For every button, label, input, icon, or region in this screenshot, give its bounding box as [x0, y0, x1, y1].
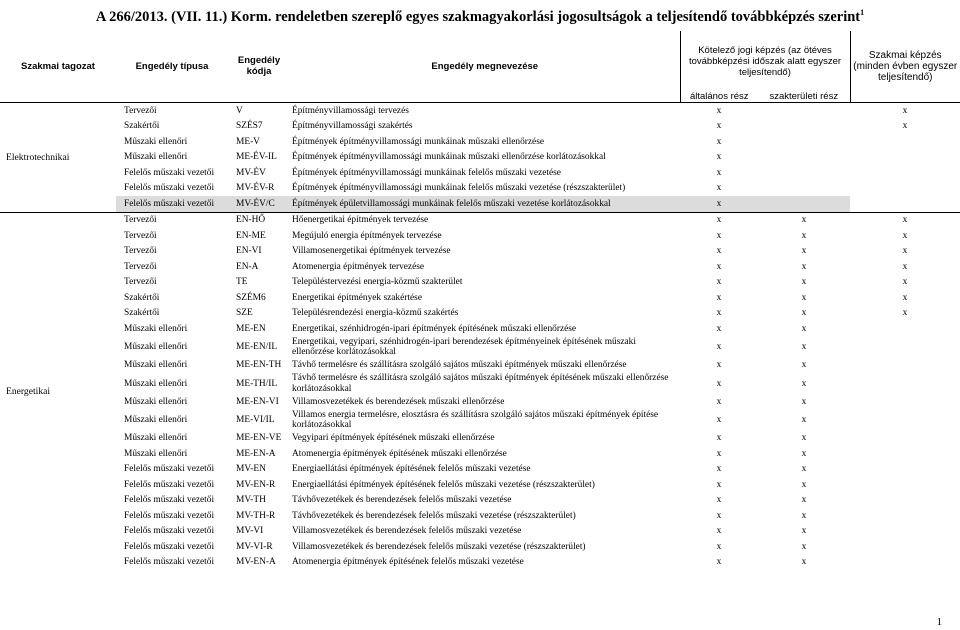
engedely-nev: Megújuló energia építmények tervezése: [292, 230, 442, 241]
engedely-tipus: Felelős műszaki vezetői: [124, 183, 215, 194]
mark-altalanos: x: [716, 495, 722, 506]
engedely-tipus: Felelős műszaki vezetői: [124, 557, 215, 568]
header-kotelezo: [680, 31, 850, 91]
engedely-tipus: Műszaki ellenőri: [124, 448, 188, 459]
mark-altalanos: x: [680, 196, 758, 212]
mark-szakteruleti: x: [801, 396, 807, 407]
engedely-nev: Távhővezetékek és berendezések felelős műszaki vezetése (részszakterület): [292, 510, 576, 521]
mark-altalanos: x: [716, 261, 722, 272]
mark-szakmai: [850, 410, 960, 431]
table-row: [0, 290, 960, 306]
mark-szakmai: [850, 150, 960, 166]
engedely-tipus: Felelős műszaki vezetői: [124, 510, 215, 521]
mark-szakteruleti: [758, 103, 850, 119]
table-row: [0, 394, 960, 410]
engedely-nev: Hőenergetikai építmények tervezése: [290, 212, 680, 228]
engedely-kod: MV-ÉV/C: [228, 196, 290, 212]
table-row: [0, 555, 960, 571]
mark-szakteruleti: x: [801, 433, 807, 444]
engedely-tipus: Felelős műszaki vezetői: [124, 495, 215, 506]
mark-szakmai: [850, 196, 960, 212]
mark-altalanos: x: [716, 105, 722, 116]
engedely-kod: ME-ÉV-IL: [236, 152, 277, 163]
engedely-kod: MV-EN-A: [236, 557, 276, 568]
engedely-tipus: Felelős műszaki vezetői: [124, 167, 215, 178]
title-footnote-mark: 1: [860, 8, 865, 17]
engedely-nev: Településtervezési energia-közmű szakterület: [292, 277, 463, 288]
table-row: [0, 244, 960, 260]
table-row: [0, 358, 960, 374]
mark-szakteruleti: x: [801, 464, 807, 475]
engedely-kod: ME-V: [236, 136, 260, 147]
engedely-kod: MV-ÉV: [236, 167, 266, 178]
qualification-table: [0, 31, 960, 570]
mark-altalanos: x: [716, 308, 722, 319]
engedely-tipus: Szakértői: [124, 292, 160, 303]
engedely-nev: Atomenergia építmények tervezése: [292, 261, 425, 272]
mark-szakteruleti: x: [801, 479, 807, 490]
table-row: [0, 165, 960, 181]
engedely-nev: Villamosvezetékek és berendezések műszaki ellenőrzése: [292, 396, 505, 407]
engedely-nev: Villamosvezetékek és berendezések felelős műszaki vezetése: [292, 526, 522, 537]
table-row: [0, 524, 960, 540]
table-body: [0, 103, 960, 571]
header-tagozat: Szakmai tagozat: [0, 31, 116, 103]
engedely-nev: Építmények épületvillamossági munkáinak felelős műszaki vezetése korlátozásokkal: [290, 196, 680, 212]
mark-szakmai: [850, 431, 960, 447]
engedely-kod: EN-VI: [236, 246, 262, 257]
mark-szakmai: x: [902, 292, 908, 303]
mark-altalanos: x: [716, 136, 722, 147]
table-row: [0, 306, 960, 322]
engedely-kod: EN-ME: [236, 230, 266, 241]
mark-szakmai: [850, 321, 960, 337]
engedely-tipus: Műszaki ellenőri: [124, 433, 188, 444]
table-row: [0, 228, 960, 244]
table-row: [0, 181, 960, 197]
table-row: [0, 259, 960, 275]
header-altalanos: általános rész: [680, 91, 758, 103]
engedely-nev: Építmények építményvillamossági munkáinak műszaki ellenőrzése korlátozásokkal: [292, 152, 606, 163]
engedely-nev: Villamos energia termelésre, elosztásra és szállításra szolgáló sajátos műszaki építmények építése korlátozásokkal: [292, 409, 659, 430]
engedely-kod: MV-VI: [236, 526, 264, 537]
engedely-nev: Villamosenergetikai építmények tervezése: [292, 246, 451, 257]
engedely-nev: Energiaellátási építmények építésének felelős műszaki vezetése: [292, 464, 531, 475]
engedely-kod: SZE: [236, 308, 253, 319]
mark-szakmai: [850, 493, 960, 509]
engedely-nev: Építmények építményvillamossági munkáinak műszaki ellenőrzése: [292, 136, 545, 147]
table-row: [0, 462, 960, 478]
mark-szakmai: x: [902, 230, 908, 241]
mark-szakteruleti: [758, 165, 850, 181]
mark-altalanos: x: [716, 167, 722, 178]
mark-szakmai: [850, 555, 960, 571]
engedely-kod: V: [236, 105, 243, 116]
mark-szakteruleti: [758, 134, 850, 150]
engedely-kod: MV-VI-R: [236, 541, 273, 552]
engedely-kod: ME-EN: [236, 323, 266, 334]
mark-szakteruleti: x: [801, 495, 807, 506]
mark-szakmai: x: [902, 246, 908, 257]
mark-szakteruleti: [758, 150, 850, 166]
mark-altalanos: x: [716, 183, 722, 194]
mark-szakmai: [850, 462, 960, 478]
engedely-tipus: Szakértői: [124, 121, 160, 132]
section-name: Energetikai: [0, 212, 116, 570]
mark-szakteruleti: x: [758, 212, 850, 228]
mark-szakteruleti: x: [801, 415, 807, 425]
engedely-kod: ME-EN-VE: [236, 433, 282, 444]
mark-szakteruleti: x: [801, 342, 807, 352]
engedely-tipus: Tervezői: [124, 105, 157, 116]
table-row: [0, 196, 960, 212]
engedely-nev: Energetikai építmények szakértése: [292, 292, 422, 303]
mark-szakmai: [850, 394, 960, 410]
mark-szakteruleti: [758, 181, 850, 197]
table-row: [0, 508, 960, 524]
mark-altalanos: x: [716, 526, 722, 537]
engedely-tipus: Felelős műszaki vezetői: [124, 464, 215, 475]
mark-szakmai: [850, 477, 960, 493]
mark-altalanos: x: [716, 464, 722, 475]
engedely-kod: EN-HŐ: [228, 212, 290, 228]
table-row: [0, 150, 960, 166]
engedely-nev: Energiaellátási építmények építésének felelős műszaki vezetése (részszakterület): [292, 479, 595, 490]
engedely-kod: ME-EN-VI: [236, 396, 279, 407]
engedely-kod: EN-A: [236, 261, 259, 272]
mark-altalanos: x: [716, 479, 722, 490]
page-title: [0, 0, 960, 26]
engedely-kod: MV-TH-R: [236, 510, 276, 521]
mark-altalanos: x: [716, 378, 722, 389]
mark-szakteruleti: x: [801, 261, 807, 272]
table-row: [0, 431, 960, 447]
header-kotelezo-text: Kötelező jogi képzés (az ötéves továbbképzési időszak alatt egyszer teljesítendő): [688, 44, 842, 78]
engedely-tipus: Műszaki ellenőri: [124, 323, 188, 334]
mark-altalanos: x: [716, 230, 722, 241]
mark-szakteruleti: [758, 119, 850, 135]
engedely-kod: ME-TH/IL: [236, 378, 278, 389]
engedely-tipus: Műszaki ellenőri: [124, 378, 188, 389]
table-row: [0, 373, 960, 394]
mark-szakmai: x: [902, 261, 908, 272]
mark-szakmai: [850, 134, 960, 150]
header-tipus: Engedély típusa: [116, 31, 228, 103]
engedely-nev: Építményvillamossági szakértés: [292, 121, 413, 132]
mark-szakteruleti: x: [801, 230, 807, 241]
engedely-tipus: Felelős műszaki vezetői: [124, 541, 215, 552]
engedely-nev: Építmények építményvillamossági munkáinak felelős műszaki vezetése (részszakterület): [292, 183, 626, 194]
engedely-tipus: Felelős műszaki vezetői: [124, 526, 215, 537]
mark-szakteruleti: x: [801, 510, 807, 521]
mark-szakmai: x: [902, 277, 908, 288]
mark-altalanos: x: [716, 342, 722, 352]
engedely-tipus: Tervezői: [116, 212, 228, 228]
mark-szakteruleti: x: [801, 246, 807, 257]
mark-altalanos: x: [716, 510, 722, 521]
mark-szakteruleti: x: [801, 292, 807, 303]
mark-altalanos: x: [716, 360, 722, 371]
table-row: [0, 337, 960, 358]
mark-szakmai: x: [850, 212, 960, 228]
mark-altalanos: x: [716, 448, 722, 459]
engedely-tipus: Tervezői: [124, 277, 157, 288]
table-row: [0, 321, 960, 337]
mark-altalanos: x: [680, 212, 758, 228]
engedely-tipus: Műszaki ellenőri: [124, 152, 188, 163]
mark-altalanos: x: [716, 433, 722, 444]
engedely-nev: Távhő termelésre és szállításra szolgáló sajátos műszaki építmények építésének műszaki ellenőrzése korlátozásokkal: [292, 373, 669, 394]
engedely-nev: Településrendezési energia-közmű szakértés: [292, 308, 459, 319]
mark-szakmai: [850, 358, 960, 374]
mark-szakteruleti: x: [801, 557, 807, 568]
engedely-tipus: Műszaki ellenőri: [124, 396, 188, 407]
engedely-kod: ME-EN/IL: [236, 342, 278, 352]
mark-altalanos: x: [716, 277, 722, 288]
mark-altalanos: x: [716, 541, 722, 552]
engedely-kod: MV-EN: [236, 464, 266, 475]
mark-szakteruleti: x: [801, 378, 807, 389]
engedely-nev: Építményvillamossági tervezés: [292, 105, 409, 116]
engedely-kod: ME-EN-A: [236, 448, 276, 459]
mark-szakmai: [850, 373, 960, 394]
engedely-tipus: Szakértői: [124, 308, 160, 319]
engedely-kod: TE: [236, 277, 248, 288]
table-row: [0, 410, 960, 431]
engedely-nev: Energetikai, vegyipari, szénhidrogén-ipari berendezések építményeinek építésének műszaki ellenőrzése korlátozásokkal: [292, 336, 636, 357]
engedely-kod: SZÉS7: [236, 121, 263, 132]
table-row: [0, 134, 960, 150]
mark-szakmai: [850, 181, 960, 197]
title-text: A 266/2013. (VII. 11.) Korm. rendeletben szereplő egyes szakmagyakorlási jogosultságok a teljesítendő továbbképzés szerint: [95, 8, 861, 25]
table-row: [0, 275, 960, 291]
engedely-nev: Távhő termelésre és szállításra szolgáló sajátos műszaki építmények műszaki ellenőrzése: [292, 360, 627, 371]
mark-szakmai: [850, 539, 960, 555]
table-row: [0, 477, 960, 493]
page-number: 1: [936, 616, 942, 628]
engedely-tipus: Felelős műszaki vezetői: [116, 196, 228, 212]
header-kod: Engedély kódja: [228, 31, 290, 103]
engedely-nev: Vegyipari építmények építésének műszaki ellenőrzése: [292, 433, 495, 444]
table-row: [0, 119, 960, 135]
mark-altalanos: x: [716, 152, 722, 163]
engedely-nev: Atomenergia építmények építésének műszaki ellenőrzése: [292, 448, 507, 459]
mark-szakmai: [850, 524, 960, 540]
mark-altalanos: x: [716, 415, 722, 425]
mark-szakteruleti: x: [801, 526, 807, 537]
mark-szakmai: [850, 446, 960, 462]
engedely-nev: Energetikai, szénhidrogén-ipari építmények építésének műszaki ellenőrzése: [292, 323, 577, 334]
table-row: [0, 493, 960, 509]
engedely-nev: Villamosvezetékek és berendezések felelős műszaki vezetése (részszakterület): [292, 541, 586, 552]
engedely-tipus: Műszaki ellenőri: [124, 342, 188, 352]
mark-altalanos: x: [716, 121, 722, 132]
mark-altalanos: x: [716, 246, 722, 257]
mark-szakmai: x: [902, 105, 908, 116]
mark-altalanos: x: [716, 323, 722, 334]
mark-szakteruleti: x: [801, 277, 807, 288]
engedely-kod: ME-VI/IL: [236, 415, 275, 425]
engedely-kod: MV-ÉV-R: [236, 183, 275, 194]
engedely-kod: SZÉM6: [236, 292, 266, 303]
engedely-kod: ME-EN-TH: [236, 360, 282, 371]
section-name: Elektrotechnikai: [6, 151, 70, 163]
engedely-tipus: Tervezői: [124, 246, 157, 257]
engedely-tipus: Felelős műszaki vezetői: [124, 479, 215, 490]
engedely-tipus: Műszaki ellenőri: [124, 136, 188, 147]
mark-szakteruleti: [758, 196, 850, 212]
mark-altalanos: x: [716, 292, 722, 303]
mark-szakteruleti: x: [801, 308, 807, 319]
engedely-nev: Építmények építményvillamossági munkáinak felelős műszaki vezetése: [292, 167, 561, 178]
table-row: [0, 103, 960, 119]
mark-szakteruleti: x: [801, 541, 807, 552]
engedely-nev: Távhővezetékek és berendezések felelős műszaki vezetése: [292, 495, 512, 506]
engedely-tipus: Tervezői: [124, 230, 157, 241]
engedely-tipus: Műszaki ellenőri: [124, 360, 188, 371]
mark-szakmai: [850, 508, 960, 524]
engedely-kod: MV-TH: [236, 495, 266, 506]
header-szakmai: Szakmai képzés (minden évben egyszer teljesítendő): [850, 31, 960, 103]
mark-szakteruleti: x: [801, 360, 807, 371]
engedely-kod: MV-EN-R: [236, 479, 276, 490]
engedely-tipus: Műszaki ellenőri: [124, 415, 188, 425]
mark-szakmai: [850, 165, 960, 181]
mark-szakteruleti: x: [801, 323, 807, 334]
mark-altalanos: x: [716, 557, 722, 568]
mark-szakmai: x: [902, 308, 908, 319]
table-row: [0, 212, 960, 228]
engedely-nev: Atomenergia építmények építésének felelős műszaki vezetése: [292, 557, 524, 568]
table-row: [0, 539, 960, 555]
mark-szakmai: x: [902, 121, 908, 132]
mark-szakmai: [850, 337, 960, 358]
header-megnevezes: Engedély megnevezése: [290, 31, 680, 103]
header-szakteruleti: szakterületi rész: [758, 91, 850, 103]
table-row: [0, 446, 960, 462]
mark-altalanos: x: [716, 396, 722, 407]
engedely-tipus: Tervezői: [124, 261, 157, 272]
mark-szakteruleti: x: [801, 448, 807, 459]
